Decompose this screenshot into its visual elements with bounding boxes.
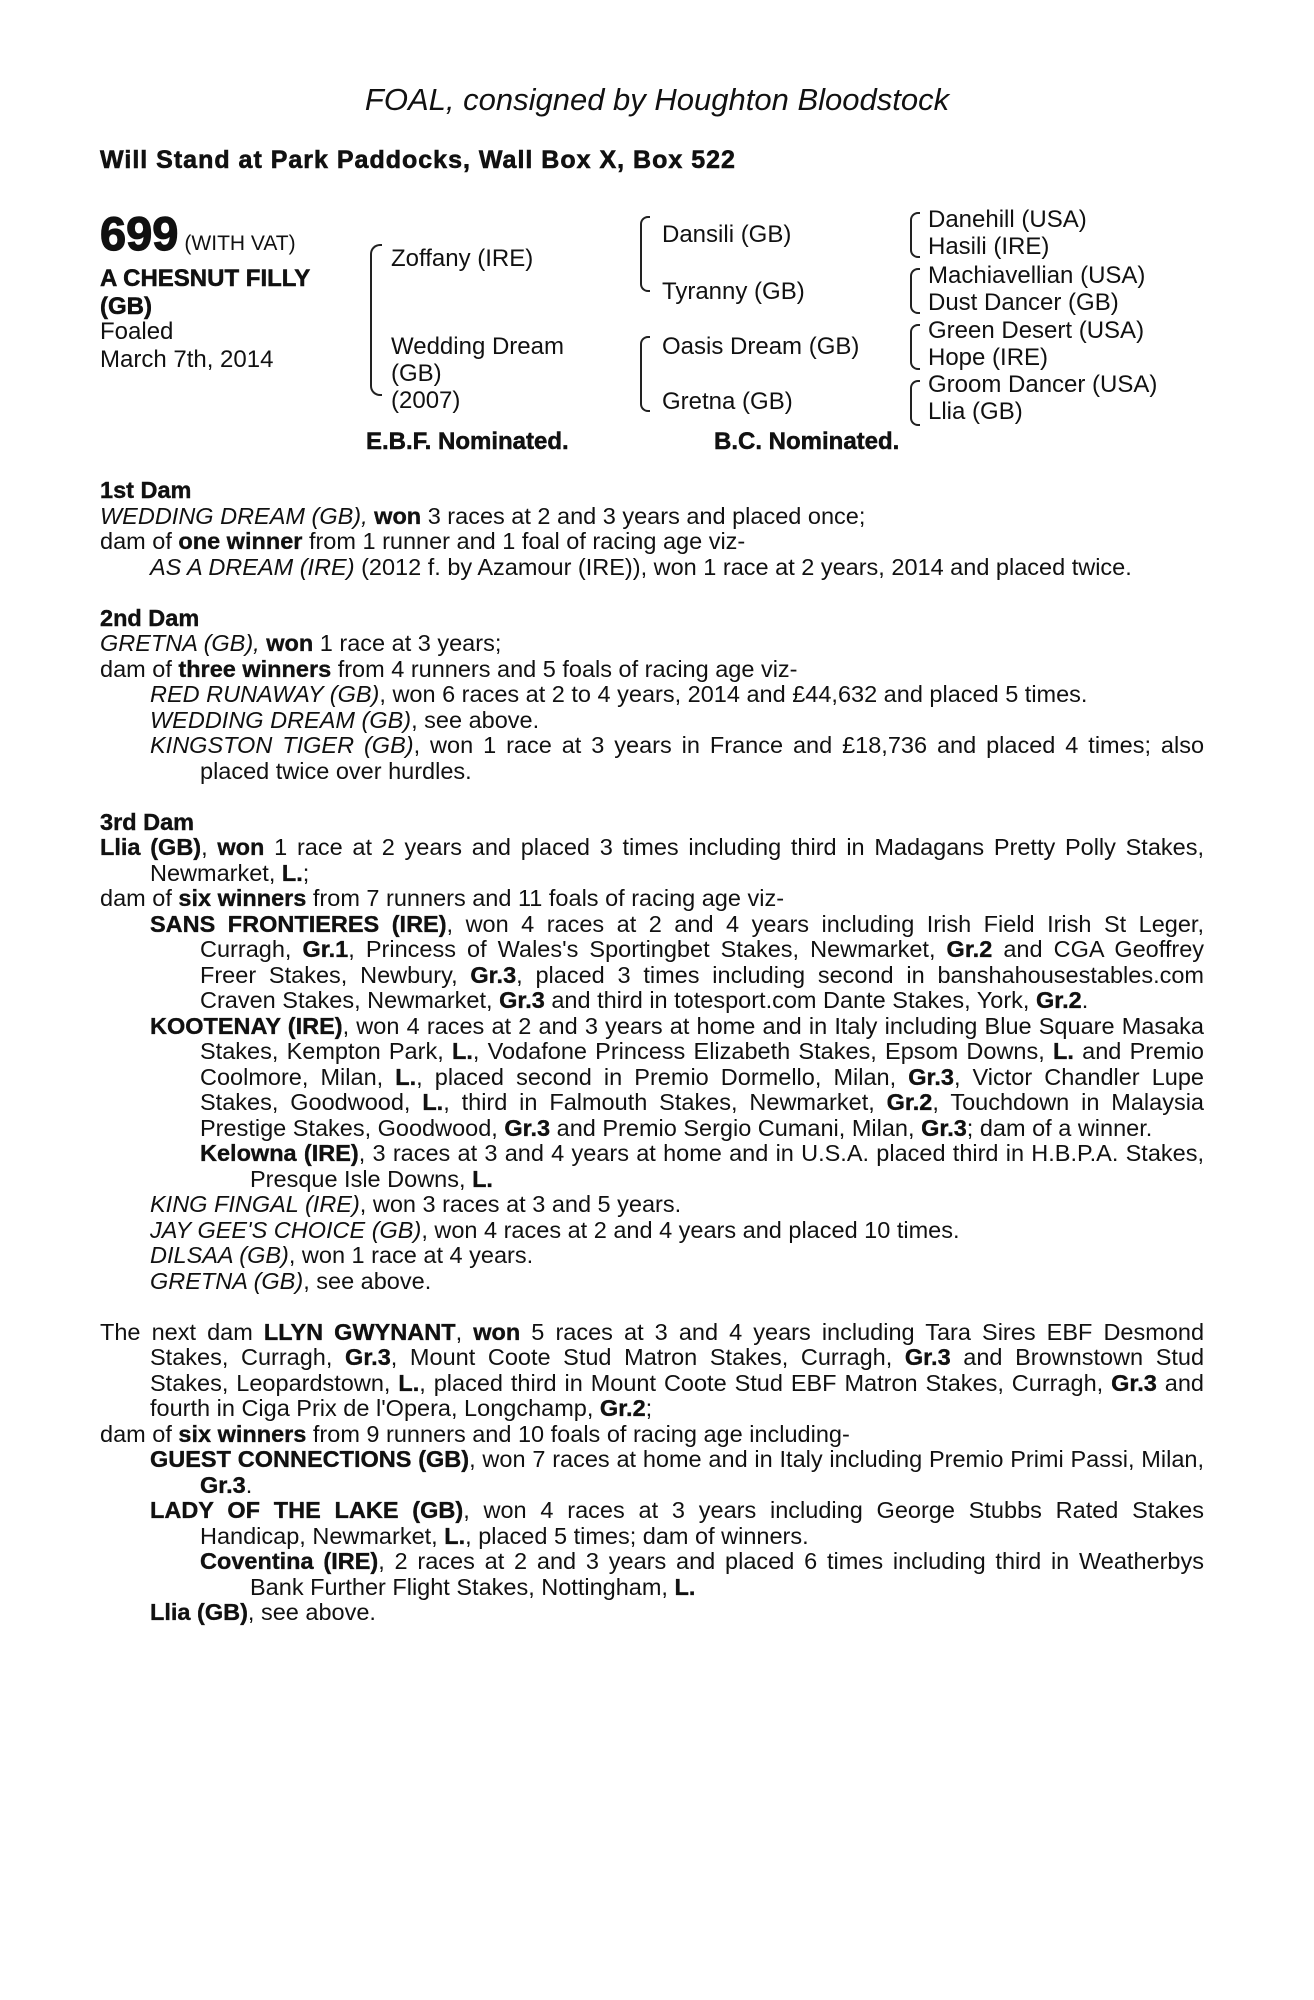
- record-text: and Premio Sergio Cumani, Milan,: [556, 1114, 915, 1141]
- brace-gen1: [370, 244, 382, 396]
- dam-sire-sire: Green Desert (USA): [928, 317, 1145, 344]
- progeny-name: WEDDING DREAM (GB): [150, 706, 412, 733]
- grade-tag: Gr.3: [499, 987, 545, 1013]
- sire-dam-sire: Machiavellian (USA): [928, 262, 1146, 289]
- dam-of-label: dam of: [100, 655, 172, 682]
- record-text: , Princess of Wales's Sportingbet Stakes, Newmarket,: [348, 936, 936, 962]
- brace-g3-1: [910, 212, 920, 258]
- dam-of-label: dam of: [100, 885, 172, 911]
- sire-sire-dam: Hasili (IRE): [928, 233, 1050, 260]
- record-text: and CGA Geoffrey Freer Stakes, Newbury,: [200, 936, 1205, 988]
- progeny-entry: [100, 733, 1204, 784]
- record-text: , placed 3 times including second in banshahousestables.com Craven Stakes, Newmarket,: [200, 961, 1204, 1013]
- grade-tag: Gr.1: [302, 936, 349, 962]
- foaled-date: March 7th, 2014: [100, 346, 274, 373]
- record-text: , 3 races at 3 and 4 years at home and in U.S.A. placed third in H.B.P.A. Stakes, Presque Isle Downs,: [250, 1140, 1205, 1192]
- record-text: 1 race at 2 years and placed 3 times including third in Madagans Pretty Polly Stakes, Newmarket,: [150, 834, 1205, 886]
- grade-tag: Gr.3: [908, 1063, 954, 1090]
- dam-of-label: dam of: [100, 1420, 172, 1447]
- dam-name: GRETNA (GB),: [100, 630, 260, 656]
- record-text: , Mount Coote Stud Matron Stakes, Curragh,: [390, 1344, 893, 1370]
- progeny-name: AS A DREAM (IRE): [150, 553, 355, 580]
- lot-description: A CHESNUT FILLY (GB): [100, 265, 310, 320]
- foaled-info: [100, 318, 273, 374]
- progeny-entry: [100, 708, 1204, 734]
- sire-sire: Dansili (GB): [662, 221, 792, 248]
- dam-country: (GB): [391, 360, 442, 387]
- dam-sire: Oasis Dream (GB): [662, 333, 860, 360]
- won-label: won: [473, 1318, 521, 1345]
- dam-name: LLYN GWYNANT: [263, 1318, 456, 1345]
- record-text: , won 4 races at 3 years including George Stubbs Rated Stakes Handicap, Newmarket,: [200, 1497, 1205, 1549]
- record-text: 5 races at 3 and 4 years including Tara Sires EBF Desmond Stakes, Curragh,: [150, 1318, 1205, 1370]
- first-dam-title: 1st Dam: [100, 477, 192, 503]
- grade-tag: Gr.2: [886, 1089, 933, 1115]
- won-label: won: [374, 502, 422, 529]
- progeny-name: LADY OF THE LAKE (GB): [150, 1497, 464, 1523]
- progeny-name: Coventina (IRE): [200, 1548, 379, 1574]
- record-text: , Vodafone Princess Elizabeth Stakes, Epsom Downs,: [472, 1038, 1045, 1064]
- progeny-entry: [100, 1218, 1204, 1244]
- runners-text: from 4 runners and 5 foals of racing age viz-: [337, 655, 798, 682]
- progeny-entry: [100, 1192, 1204, 1218]
- third-dam-title: 3rd Dam: [100, 808, 195, 835]
- progeny-record: (2012 f. by Azamour (IRE)), won 1 race at 2 years, 2014 and placed twice.: [361, 553, 1132, 580]
- vat-label: (WITH VAT): [184, 232, 296, 255]
- dam-dam: Gretna (GB): [662, 388, 793, 415]
- record-text: 3 races at 2 and 3 years and placed once;: [427, 502, 866, 529]
- foaled-label: Foaled: [100, 318, 174, 345]
- progeny-entry: [100, 1141, 1204, 1192]
- brace-g3-3: [910, 324, 920, 370]
- record-text: , see above.: [247, 1599, 376, 1625]
- progeny-name: GUEST CONNECTIONS (GB): [150, 1446, 470, 1472]
- sire-dam-dam: Dust Dancer (GB): [928, 289, 1119, 316]
- bc-nominated: B.C. Nominated.: [714, 428, 900, 455]
- progeny-entry: [100, 1269, 1204, 1295]
- progeny-name: KOOTENAY (IRE): [150, 1012, 343, 1039]
- grade-tag: Gr.3: [921, 1114, 967, 1141]
- listed-tag: L.: [395, 1063, 417, 1090]
- runners-text: from 9 runners and 10 foals of racing age including-: [312, 1420, 850, 1447]
- record-text: , see above.: [303, 1267, 432, 1294]
- record-text: , Victor Chandler Lupe Stakes, Goodwood,: [200, 1063, 1204, 1115]
- listed-tag: L.: [1053, 1038, 1074, 1064]
- listed-tag: L.: [472, 1165, 493, 1192]
- dam-name: Wedding Dream: [391, 333, 564, 360]
- grade-tag: Gr.3: [345, 1344, 391, 1370]
- record-text: , third in Falmouth Stakes, Newmarket,: [443, 1089, 875, 1115]
- winners-count: six winners: [178, 885, 307, 911]
- progeny-name: RED RUNAWAY (GB): [150, 681, 380, 707]
- won-label: won: [217, 834, 265, 860]
- brace-g3-2: [910, 268, 920, 314]
- dam-dam-dam: Llia (GB): [928, 398, 1023, 425]
- intro-text: The next dam: [100, 1318, 253, 1345]
- sire-sire-sire: Danehill (USA): [928, 206, 1087, 233]
- listed-tag: L.: [281, 859, 303, 886]
- catalogue-body: [100, 478, 1204, 1651]
- grade-tag: Gr.3: [504, 1114, 551, 1141]
- listed-tag: L.: [422, 1089, 444, 1115]
- won-label: won: [266, 630, 314, 656]
- dam-name: Llia (GB): [100, 834, 202, 860]
- runners-text: from 7 runners and 11 foals of racing age viz-: [312, 885, 785, 911]
- next-dam-section: [100, 1320, 1204, 1626]
- grade-tag: Gr.2: [1035, 987, 1082, 1013]
- brace-sire-parents: [640, 216, 650, 292]
- progeny-name: KINGSTON TIGER (GB): [150, 732, 414, 758]
- dam-name: WEDDING DREAM (GB),: [100, 502, 368, 529]
- lot-number-block: [100, 206, 296, 261]
- progeny-record: , won 6 races at 2 to 4 years, 2014 and £44,632 and placed 5 times.: [379, 681, 1088, 707]
- progeny-name: SANS FRONTIERES (IRE): [150, 910, 447, 937]
- winners-count: six winners: [178, 1420, 307, 1447]
- record-text: , won 3 races at 3 and 5 years.: [359, 1191, 682, 1217]
- dam-dam-sire: Groom Dancer (USA): [928, 371, 1158, 398]
- grade-tag: Gr.2: [946, 936, 993, 962]
- progeny-entry: [100, 1243, 1204, 1269]
- ebf-nominated: E.B.F. Nominated.: [366, 428, 569, 455]
- runners-text: from 1 runner and 1 foal of racing age viz-: [308, 528, 746, 554]
- progeny-entry: [100, 1549, 1204, 1600]
- record-text: , won 7 races at home and in Italy including Premio Primi Passi, Milan,: [469, 1446, 1204, 1472]
- progeny-entry: [100, 1014, 1204, 1142]
- record-text: , placed 5 times; dam of winners.: [465, 1522, 809, 1549]
- sire: Zoffany (IRE): [391, 245, 534, 272]
- listed-tag: L.: [398, 1369, 420, 1396]
- dam-year: (2007): [391, 387, 461, 414]
- progeny-name: Llia (GB): [150, 1599, 248, 1625]
- record-text: 1 race at 3 years;: [319, 630, 502, 656]
- progeny-name: JAY GEE'S CHOICE (GB): [150, 1216, 422, 1243]
- record-text: and fourth in Ciga Prix de l'Opera, Longchamp,: [150, 1369, 1205, 1421]
- progeny-record: , won 1 race at 3 years in France and £18,736 and placed 4 times; also placed twice over hurdles.: [200, 732, 1205, 784]
- record-text: , won 1 race at 4 years.: [288, 1242, 534, 1268]
- dam: [391, 333, 564, 414]
- record-text: , Touchdown in Malaysia Prestige Stakes, Goodwood,: [200, 1089, 1204, 1141]
- progeny-record: , see above.: [411, 706, 540, 733]
- brace-dam-parents: [640, 336, 650, 412]
- grade-tag: Gr.2: [599, 1395, 646, 1421]
- progeny-name: Kelowna (IRE): [200, 1140, 359, 1166]
- dam-sire-dam: Hope (IRE): [928, 344, 1049, 371]
- progeny-name: DILSAA (GB): [150, 1242, 289, 1268]
- record-text: , placed second in Premio Dormello, Milan,: [416, 1063, 897, 1090]
- stand-location: Will Stand at Park Paddocks, Wall Box X, Box 522: [100, 146, 736, 174]
- record-text: and Premio Coolmore, Milan,: [200, 1038, 1204, 1090]
- third-dam-section: 3rd Dam Llia (GB), won 1 race at 2 years and placed 3 times including third in Madagans Pretty Polly Stakes, Newmarket, L.; dam of six winners from 7 runners and 11 foals of racing age viz- SANS FRONTIERES (IRE), won 4 races at 2 and 4 years including Irish Field Irish St Leger, Curragh, Gr.1, Princess of Wales's Sportingbet Stakes, Newmarket, Gr.2 and CGA Geoffrey Freer Stakes, Newbury, Gr.3, placed 3 times including second in banshahousestables.com Craven Stakes, Newmarket, Gr.3 and third in totesport.com Dante Stakes, York, Gr.2. KOOTENAY (IRE), won 4 races at 2 and 3 years at home and in Italy including Blue Square Masaka Stakes, Kempton Park, L., Vodafone Princess Elizabeth Stakes, Epsom Downs, L. and Premio Coolmore, Milan, L., placed second in Premio Dormello, Milan, Gr.3, Victor Chandler Lupe Stakes, Goodwood, L., third in Falmouth Stakes, Newmarket, Gr.2, Touchdown in Malaysia Prestige Stakes, Goodwood, Gr.3 and Premio Sergio Cumani, Milan, Gr.3; dam of a winner. Kelowna (IRE), 3 races at 3 and 4 years at home and in U.S.A. placed third in H.B.P.A. Stakes, Presque Isle Downs, L. KING FINGAL (IRE), won 3 races at 3 and 5 years. JAY GEE'S CHOICE (GB), won 4 races at 2 and 4 years and placed 10 times. DILSAA (GB), won 1 race at 4 years. GRETNA (GB), see above.: [100, 808, 1205, 1294]
- sire-dam: Tyranny (GB): [662, 278, 805, 305]
- record-text: and third in totesport.com Dante Stakes, York,: [551, 987, 1030, 1013]
- winners-count: three winners: [178, 655, 332, 682]
- progeny-entry: [100, 1498, 1204, 1549]
- record-text: , won 4 races at 2 and 4 years including Irish Field Irish St Leger, Curragh,: [200, 910, 1204, 962]
- record-text: and Brownstown Stud Stakes, Leopardstown,: [150, 1344, 1205, 1396]
- listed-tag: L.: [674, 1573, 696, 1600]
- record-text: , placed third in Mount Coote Stud EBF Matron Stakes, Curragh,: [419, 1369, 1104, 1396]
- grade-tag: Gr.3: [904, 1344, 951, 1370]
- record-text: , 2 races at 2 and 3 years and placed 6 times including third in Weatherbys Bank Further Flight Stakes, Nottingham,: [250, 1548, 1204, 1600]
- grade-tag: Gr.3: [470, 961, 517, 988]
- next-dam-record: The next dam LLYN GWYNANT, won 5 races at 3 and 4 years including Tara Sires EBF Desmond Stakes, Curragh, Gr.3, Mount Coote Stud Matron Stakes, Curragh, Gr.3 and Brownstown Stud Stakes, Leopardstown, L., placed third in Mount Coote Stud EBF Matron Stakes, Curragh, Gr.3 and fourth in Ciga Prix de l'Opera, Longchamp, Gr.2;: [100, 1318, 1205, 1421]
- record-text: , won 4 races at 2 and 3 years at home and in Italy including Blue Square Masaka Stakes, Kempton Park,: [200, 1012, 1204, 1064]
- brace-g3-4: [910, 380, 920, 426]
- listed-tag: L.: [451, 1038, 473, 1064]
- record-text: , won 4 races at 2 and 4 years and placed 10 times.: [421, 1216, 960, 1243]
- progeny-name: GRETNA (GB): [150, 1267, 304, 1294]
- progeny-name: KING FINGAL (IRE): [150, 1191, 360, 1217]
- listed-tag: L.: [444, 1522, 466, 1549]
- first-dam-section: [100, 478, 1204, 580]
- consignor-heading: FOAL, consigned by Houghton Bloodstock: [364, 82, 950, 117]
- grade-tag: Gr.3: [200, 1471, 246, 1498]
- record-text: ; dam of a winner.: [966, 1114, 1153, 1141]
- dam-of-label: dam of: [100, 528, 172, 554]
- lot-number: 699: [100, 207, 179, 260]
- winners-count: one winner: [178, 528, 303, 554]
- progeny-entry: [100, 682, 1204, 708]
- progeny-entry: [100, 555, 1204, 581]
- progeny-entry: GUEST CONNECTIONS (GB), won 7 races at home and in Italy including Premio Primi Passi, Milan, Gr.3.: [150, 1446, 1204, 1498]
- progeny-entry: [100, 1600, 1204, 1626]
- second-dam-title: 2nd Dam: [100, 604, 200, 631]
- second-dam-section: [100, 606, 1204, 785]
- progeny-entry: SANS FRONTIERES (IRE), won 4 races at 2 and 4 years including Irish Field Irish St Leger, Curragh, Gr.1, Princess of Wales's Sportingbet Stakes, Newmarket, Gr.2 and CGA Geoffrey Freer Stakes, Newbury, Gr.3, placed 3 times including second in banshahousestables.com Craven Stakes, Newmarket, Gr.3 and third in totesport.com Dante Stakes, York, Gr.2.: [150, 910, 1205, 1013]
- grade-tag: Gr.3: [1111, 1369, 1157, 1396]
